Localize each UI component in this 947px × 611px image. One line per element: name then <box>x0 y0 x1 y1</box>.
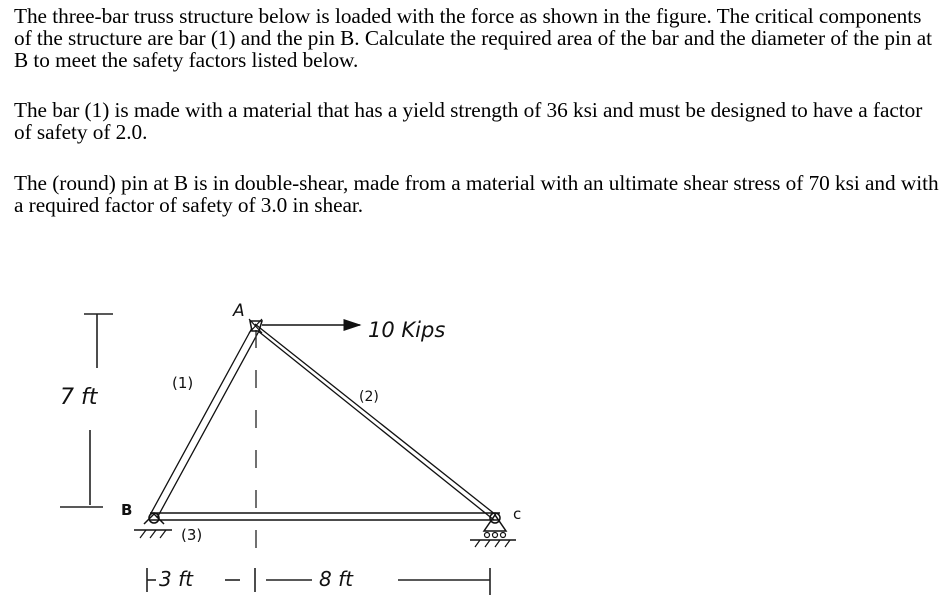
load-label: 10 Kips <box>368 318 446 342</box>
problem-intro-paragraph: The three-bar truss structure below is loaded with the force as shown in the figure. The critical components of the structure are bar (1) and the pin B. Calculate the required area of the bar and the diameter of the pin at B to meet the safety factors listed below. <box>14 4 932 72</box>
height-dimension <box>60 314 113 507</box>
bar-2 <box>255 324 496 520</box>
applied-load <box>262 318 445 342</box>
joint-a <box>232 301 262 333</box>
bar-1 <box>150 328 259 518</box>
height-dim-label: 7 ft <box>60 385 98 410</box>
bar-3 <box>150 513 500 520</box>
bar-3-label: (3) <box>181 526 203 544</box>
pin-spec-paragraph: The (round) pin at B is in double-shear, made from a material with an ultimate shear stress of 70 ksi and with a required factor of safety of 3.0 in shear. <box>14 171 939 217</box>
bar-spec-paragraph: The bar (1) is made with a material that has a yield strength of 36 ksi and must be designed to have a factor of safety of 2.0. <box>14 98 923 144</box>
bar-1-label: (1) <box>172 374 194 392</box>
horizontal-dimensions <box>147 567 490 595</box>
node-a-label: A <box>233 301 245 321</box>
right-span-label: 8 ft <box>319 567 353 591</box>
bar-2-label: (2) <box>359 389 379 405</box>
node-b-label: B <box>121 501 133 519</box>
left-span-label: 3 ft <box>159 567 193 591</box>
roller-support-c <box>470 505 521 547</box>
node-c-label: c <box>513 505 522 523</box>
